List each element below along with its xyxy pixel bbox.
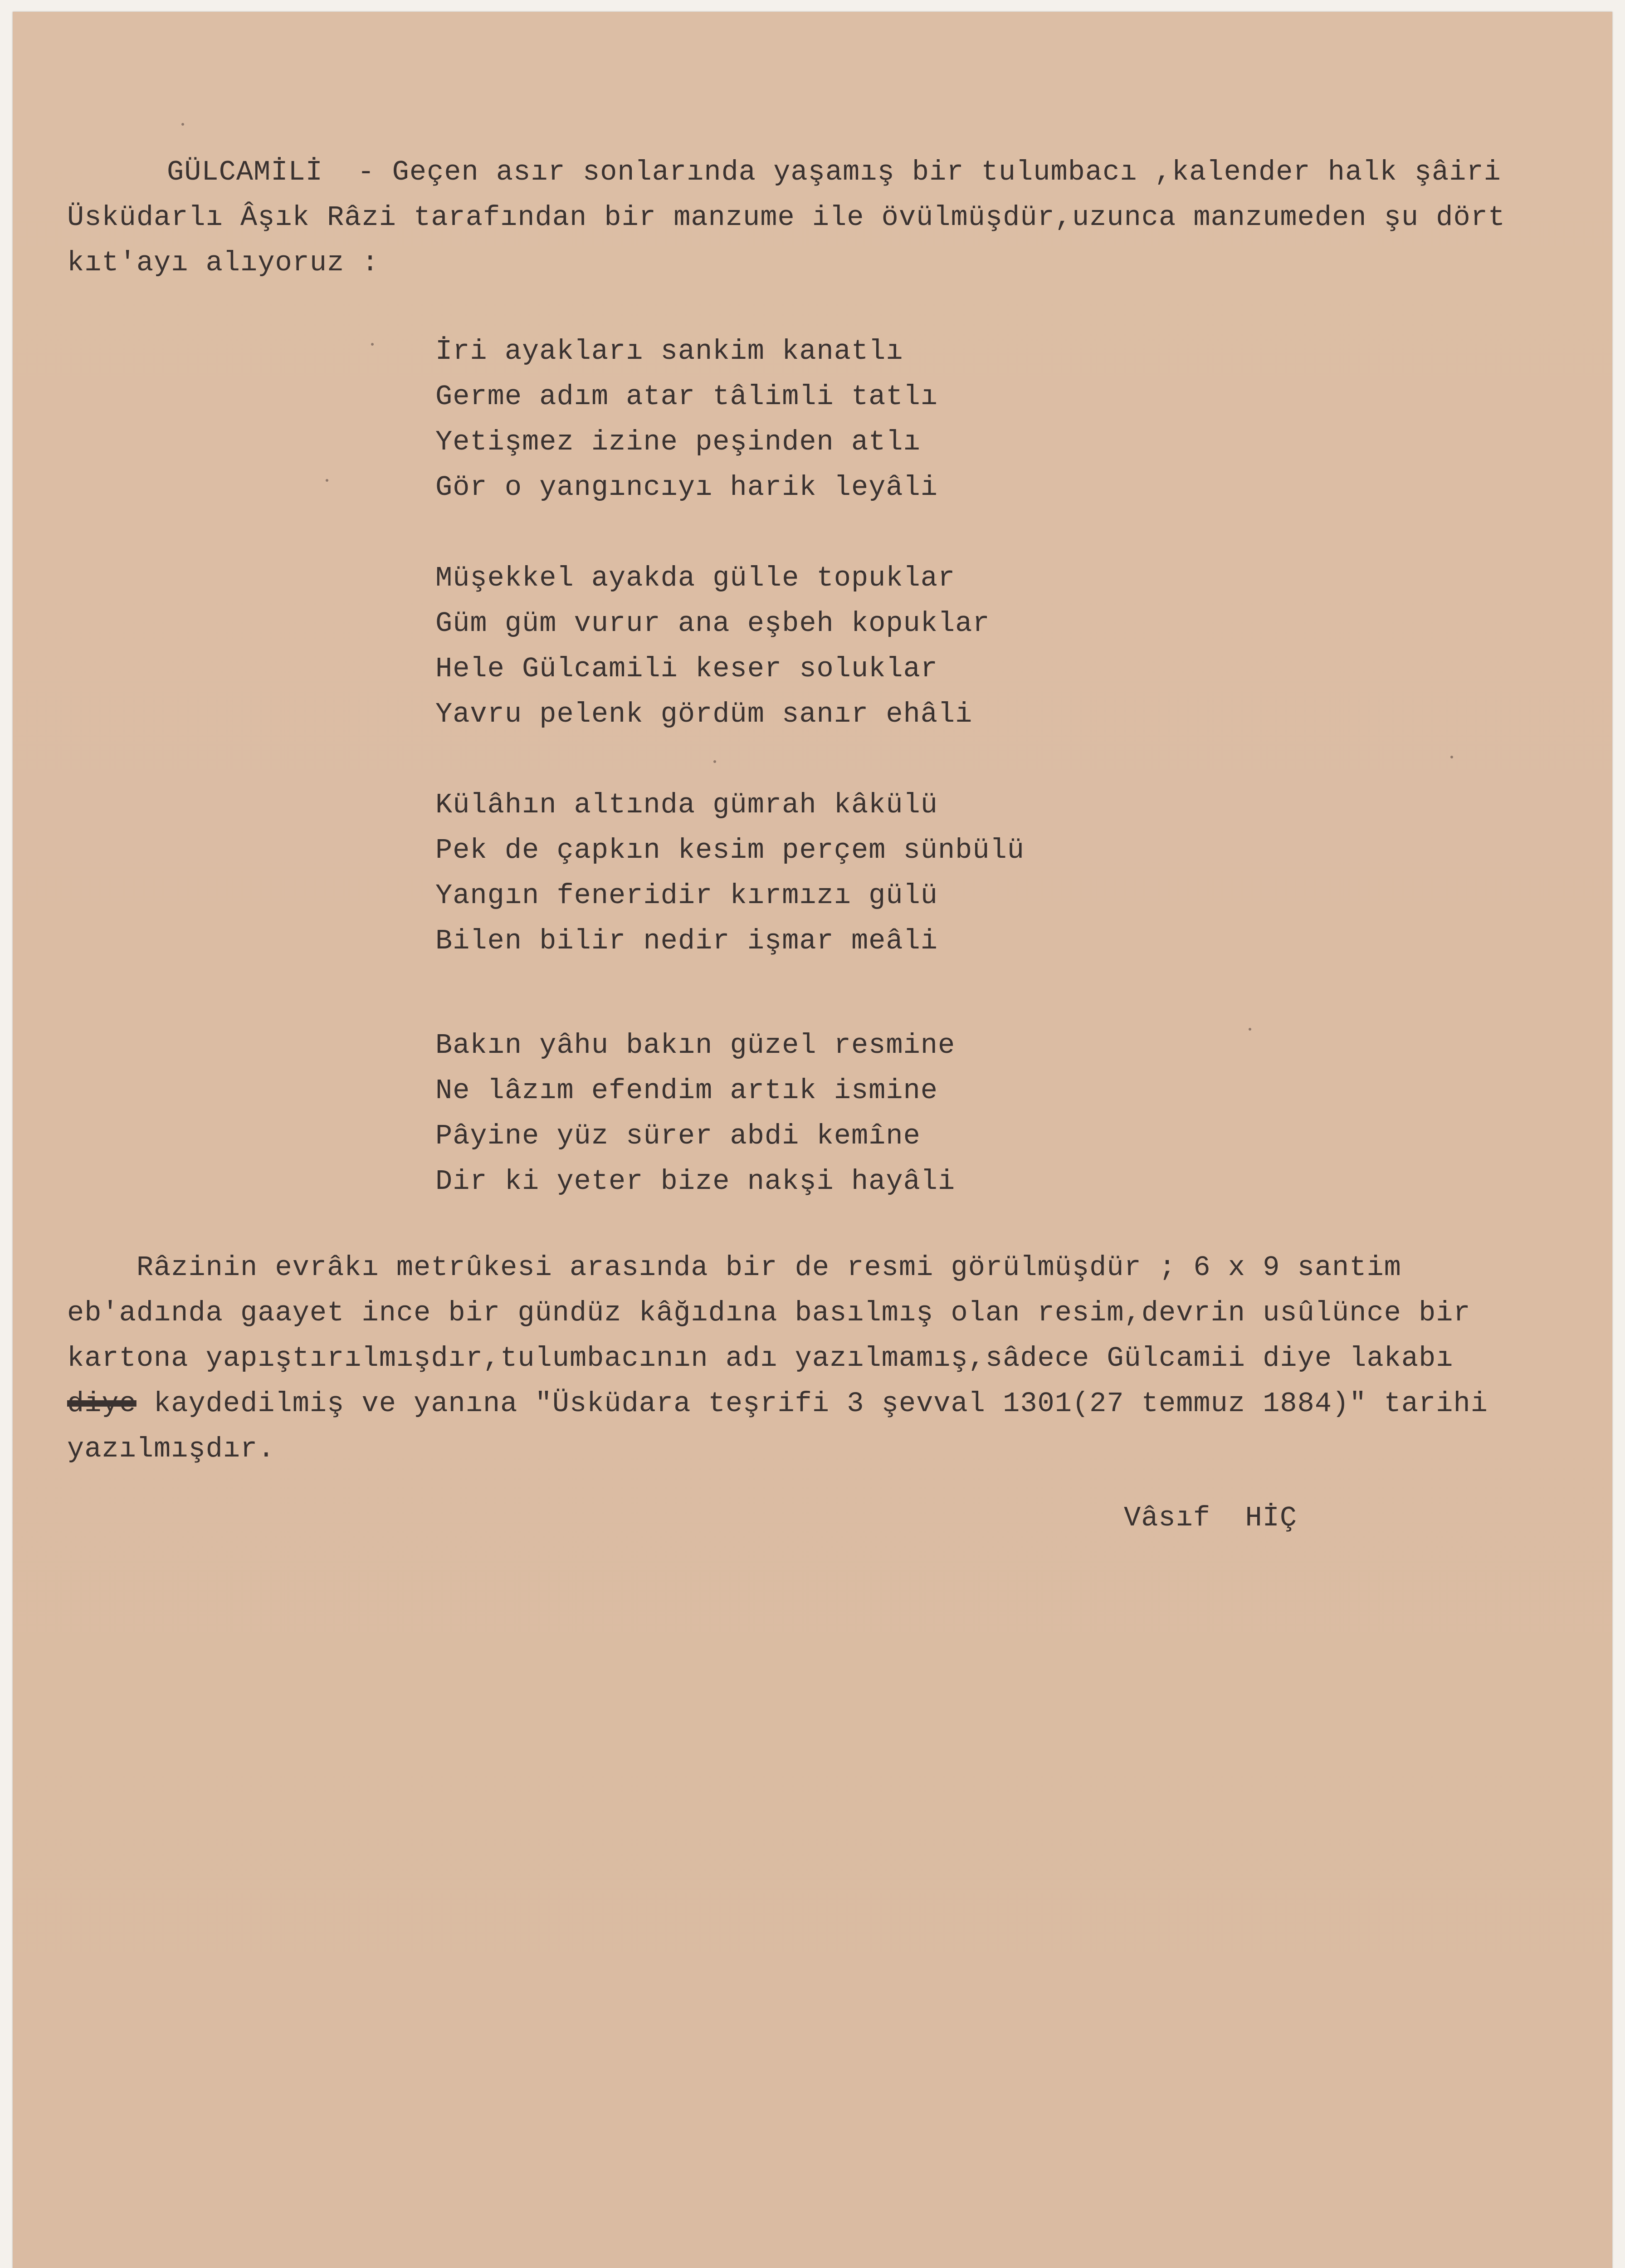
paragraph-line-4 xyxy=(67,1390,1488,1418)
paper-speck xyxy=(1249,1028,1251,1031)
poem-line: Germe adım atar tâlimli tatlı xyxy=(435,381,938,413)
intro-line-1: GÜLCAMİLİ - Geçen asır sonlarında yaşamış bir tulumbacı ,kalender halk şâiri xyxy=(167,156,1501,188)
poem-line: Bilen bilir nedir işmar meâli xyxy=(435,925,938,957)
paragraph-line-2: eb'adında gaayet ince bir gündüz kâğıdına basılmış olan resim,devrin usûlünce bir xyxy=(67,1297,1471,1329)
poem-line: Müşekkel ayakda gülle topuklar xyxy=(435,562,956,594)
intro-line-3: kıt'ayı alıyoruz : xyxy=(67,247,379,279)
poem-line: Yangın feneridir kırmızı gülü xyxy=(435,880,938,912)
poem-line: Hele Gülcamili keser soluklar xyxy=(435,653,938,685)
poem-line: Gör o yangıncıyı harik leyâli xyxy=(435,471,938,503)
poem-line: Yavru pelenk gördüm sanır ehâli xyxy=(435,698,973,730)
poem-line: Dir ki yeter bize nakşi hayâli xyxy=(435,1165,956,1198)
poem-line: İri ayakları sankim kanatlı xyxy=(435,335,903,367)
paper-speck xyxy=(713,760,716,763)
paper-speck xyxy=(326,479,328,482)
intro-line-2: Üsküdarlı Âşık Râzi tarafından bir manzume ile övülmüşdür,uzunca manzumeden şu dört xyxy=(67,201,1506,234)
paragraph-line-3: kartona yapıştırılmışdır,tulumbacının adı yazılmamış,sâdece Gülcamii diye lakabı xyxy=(67,1342,1454,1374)
poem-line: Ne lâzım efendim artık ismine xyxy=(435,1075,938,1107)
poem-line: Pek de çapkın kesim perçem sünbülü xyxy=(435,834,1025,866)
paper-speck xyxy=(181,123,184,126)
paper-speck xyxy=(1450,756,1453,758)
struck-word: diye xyxy=(67,1388,137,1420)
paragraph-line-4-rest: kaydedilmiş ve yanına "Üsküdara teşrifi 3 şevval 1301(27 temmuz 1884)" tarihi xyxy=(136,1388,1488,1420)
poem-line: Külâhın altında gümrah kâkülü xyxy=(435,789,938,821)
paragraph-line-1: Râzinin evrâkı metrûkesi arasında bir de resmi görülmüşdür ; 6 x 9 santim xyxy=(67,1251,1401,1284)
poem-line: Yetişmez izine peşinden atlı xyxy=(435,426,921,458)
poem-line: Pâyine yüz sürer abdi kemîne xyxy=(435,1120,921,1152)
signature: Vâsıf HİÇ xyxy=(1124,1502,1298,1534)
paragraph-line-5: yazılmışdır. xyxy=(67,1433,275,1465)
typed-page xyxy=(13,12,1612,2268)
paper-speck xyxy=(371,343,374,346)
poem-line: Bakın yâhu bakın güzel resmine xyxy=(435,1029,956,1061)
poem-line: Güm güm vurur ana eşbeh kopuklar xyxy=(435,607,990,640)
